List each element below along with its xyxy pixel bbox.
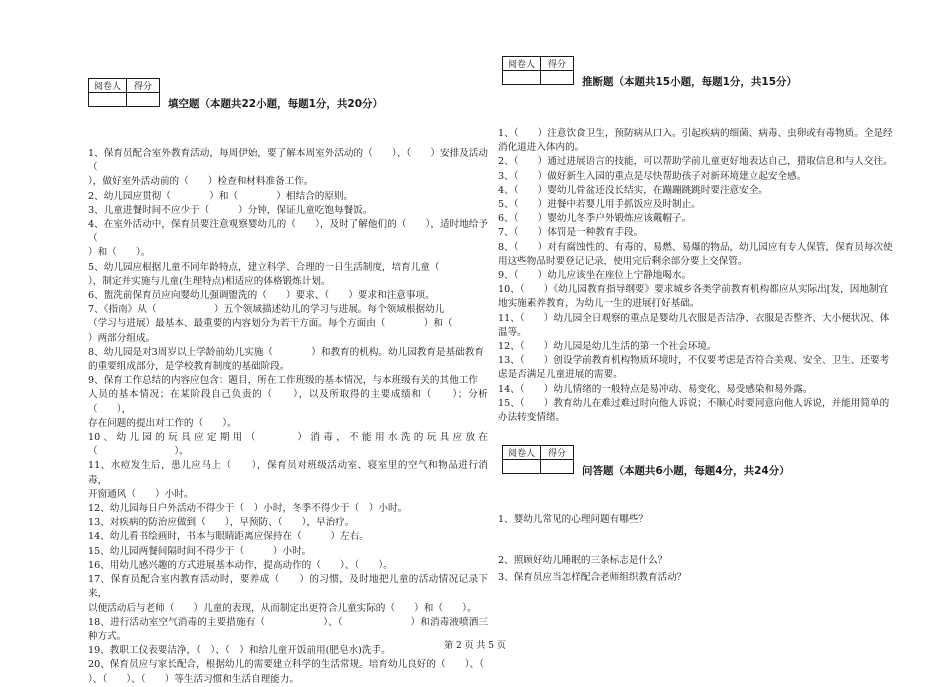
question-line: 15、幼儿园两餐间隔时间不得少于（ ）小时。	[88, 545, 312, 557]
question-line: 消化道进入体内的。	[498, 142, 585, 154]
question-line: 6、（ ）婴幼儿冬季户外锻炼应该戴帽子。	[498, 213, 692, 225]
question-line: 办法转变情绪。	[498, 412, 566, 424]
question-line: 20、保育员应与家长配合，根据幼儿的需要建立科学的生活常规。培育幼儿良好的（ ）、（	[88, 659, 484, 671]
question-line: 14、幼儿看书绘画时，书本与眼睛距离应保持在（ ）左右。	[88, 531, 369, 543]
question-line: ）两部分组成。	[88, 332, 156, 344]
score-cell: 得分	[127, 79, 160, 93]
reviewer-cell: 阅卷人	[503, 446, 541, 460]
score-blank[interactable]	[127, 93, 160, 107]
question-line: 用这些物品时要登记记录，使用完后剩余部分要上交保管。	[498, 255, 748, 267]
question-line: ）、（ ）、（ ）等生活习惯和生活自理能力。	[88, 673, 300, 685]
question-line: 14、（ ）幼儿情绪的一般特点是易冲动、易变化、易受感染和易外露。	[498, 383, 813, 395]
page-footer: 第 2 页 共 5 页	[444, 641, 506, 651]
question-line: 19、教职工仪表要洁净，（ ）、（ ）和给儿童开饭前用(肥皂水)洗手。	[88, 645, 391, 657]
question-line: 地实施素养教育，为幼儿一生的进展打好基础。	[498, 298, 700, 310]
question-line: ）和（ ）。	[88, 247, 151, 259]
question-line: 9、（ ）幼儿应该坐在座位上宁静地喝水。	[498, 270, 692, 282]
question-line: 人员的基本情况；在某阶段自己负责的（ ），以及所取得的主要成绩和（ ）；分析（ ），	[88, 389, 488, 415]
question-line: 的重要组成部分，是学校教育制度的基础阶段。	[88, 361, 290, 373]
reviewer-blank[interactable]	[503, 460, 541, 474]
judge-score-box	[502, 56, 574, 85]
qa-section-title: 问答题（本题共6小题，每题4分，共24分）	[582, 465, 790, 477]
question-line: （学习与进展）最基本、最重要的内容划分为若干方面。每个方面由（ ）和（	[88, 318, 453, 330]
question-line: 11、水痘发生后，患儿应马上（ ），保育员对班级活动室、寝室里的空气和物品进行消毒，	[88, 460, 488, 486]
question-line: 2、幼儿园应贯彻（ ）和（ ）相结合的原则。	[88, 190, 354, 202]
question-line: 17、保育员配合室内教育活动时，要养成（ ）的习惯，及时地把儿童的活动情况记录下来，	[88, 574, 488, 600]
question-line: 3、（ ）做好新生入园的重点是尽快帮助孩子对新环境建立起安全感。	[498, 170, 807, 182]
question-line: 1、（ ）注意饮食卫生，预防病从口入。引起疾病的细菌、病毒、虫卵或有毒物质。全是经	[498, 128, 893, 139]
question-line: 存在问题的提出对工作的（ ）。	[88, 417, 237, 429]
question-line: 13、（ ）创设学前教育机构物质环境时，不仅要考虑是否符合美观、安全、卫生、还要考	[498, 355, 890, 367]
question-line: 8、幼儿园是对3周岁以上学龄前幼儿实施（ ）和教育的机构。幼儿园教育是基础教育	[88, 346, 484, 358]
question-line: 2、（ ）通过进展语言的技能，可以帮助学前儿童更好地表达自己，猎取信息和与人交往。	[498, 156, 893, 168]
score-blank[interactable]	[541, 71, 574, 85]
question-line: 10、幼儿园的玩具应定期用（ ）消毒，不能用水洗的玩具应放在（ ）。	[88, 432, 488, 458]
question-line: 15、（ ）教育幼儿在难过难过时向他人诉说；不顺心时要同意向他人诉说，并能用简单的	[498, 397, 890, 409]
question-line: 5、幼儿园应根据儿童不同年龄特点，建立科学、合理的一日生活制度，培育儿童（	[88, 261, 440, 273]
question-line: ），制定并实施与儿童(生理特点)相适应的体格锻炼计划。	[88, 275, 331, 287]
question-line: 7、（ ）体罚是一种教育手段。	[498, 227, 644, 239]
judge-question-list	[498, 127, 904, 425]
score-cell: 得分	[541, 57, 574, 71]
question-line: 12、幼儿园每日户外活动不得少于（ ）小时，冬季不得少于（ ）小时。	[88, 503, 408, 515]
question-line: 1、保育员配合室外教育活动，每周伊始，要了解本周室外活动的（ ）、（ ）安排及活动（	[88, 148, 488, 174]
qa-score-box	[502, 445, 574, 474]
fill-blank-question-list	[88, 147, 488, 687]
question-line: 温等。	[498, 326, 527, 338]
question-line: 12、（ ）幼儿园是幼儿生活的第一个社会环境。	[498, 341, 717, 353]
qa-question-3: 3、保育员应当怎样配合老师组织教育活动？	[498, 572, 687, 583]
question-line: 5、（ ）进餐中若婴儿用手抓饭应及时制止。	[498, 199, 701, 211]
question-line: 以便活动后与老师（ ）儿童的表现，从而制定出更符合儿童实际的（ ）和（ ）。	[88, 602, 477, 614]
question-line: 10、（ ）《幼儿园教育指导纲要》要求城乡各类学前教育机构都应从实际出[发，因地制宜	[498, 284, 889, 296]
question-line: 18、进行活动室空气消毒的主要措施有（ ）、（ ）和消毒液喷洒三种方式。	[88, 616, 488, 642]
question-line: 16、用幼儿感兴趣的方式进展基本动作，提高动作的（ ）、（ ）。	[88, 559, 393, 571]
question-line: 3、儿童进餐时间不应少于（ ）分钟，保证儿童吃饱每餐饭。	[88, 204, 373, 216]
question-line: 虑是否满足儿童进展的需要。	[498, 369, 623, 381]
score-cell: 得分	[541, 446, 574, 460]
reviewer-blank[interactable]	[89, 93, 127, 107]
reviewer-cell: 阅卷人	[503, 57, 541, 71]
judge-section-title: 推断题（本题共15小题，每题1分，共15分）	[582, 76, 798, 88]
qa-question-2: 2、照顾好幼儿睡眠的三条标志是什么？	[498, 555, 668, 566]
question-line: 7、《指南》从（ ）五个领域描述幼儿的学习与进展。每个领域根据幼儿	[88, 304, 445, 316]
score-blank[interactable]	[541, 460, 574, 474]
question-line: 4、（ ）婴幼儿骨盆还没长结实，在蹦蹦跳跳时要注意安全。	[498, 184, 768, 196]
question-line: 6、盥洗前保育员应向婴幼儿强调盥洗的（ ）要求、（ ）要求和注意事项。	[88, 290, 435, 302]
question-line: 11、（ ）幼儿园全日观察的重点是婴幼儿衣服是否洁净、衣服是否整齐、大小便状况、体	[498, 312, 890, 324]
left-score-box	[88, 78, 160, 107]
question-line: 8、（ ）对有腐蚀性的、有毒的、易燃、易爆的物品，幼儿园应有专人保管，保育员每次使	[498, 241, 893, 253]
question-line: 开窗通风（ ）小时。	[88, 488, 194, 500]
question-line: 13、对疾病的防治应做到（ ），早预防、（ ），早治疗。	[88, 517, 355, 529]
qa-question-1: 1、婴幼儿常见的心理问题有哪些？	[498, 514, 649, 525]
question-line: 4、在室外活动中，保育员要注意观察婴幼儿的（ ），及时了解他们的（ ），适时地给予（	[88, 219, 488, 245]
reviewer-blank[interactable]	[503, 71, 541, 85]
question-line: ），做好室外活动前的（ ）检查和材料准备工作。	[88, 176, 314, 188]
question-line: 9、保育工作总结的内容应包含：题目，所在工作班级的基本情况，与本班级有关的其他工作	[88, 375, 478, 387]
fill-blank-section-title: 填空题（本题共22小题，每题1分，共20分）	[168, 98, 384, 110]
reviewer-cell: 阅卷人	[89, 79, 127, 93]
